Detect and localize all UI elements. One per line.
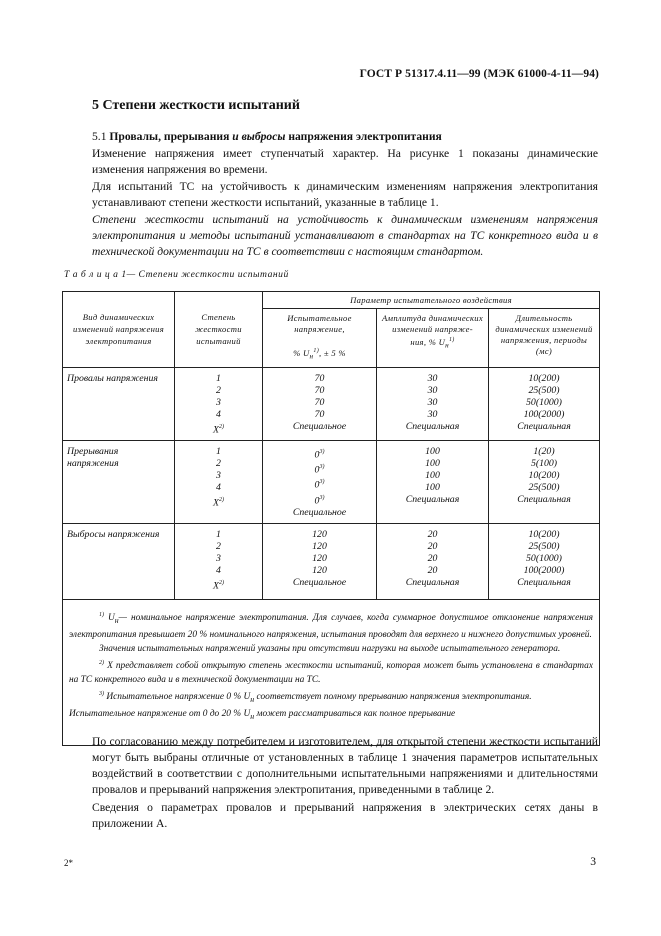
level-value: 1 xyxy=(216,528,221,540)
row-levels xyxy=(175,440,263,523)
footnote-ref: 2) xyxy=(218,423,224,430)
clause-title-part3: напряжения электропитания xyxy=(288,130,442,143)
row-levels xyxy=(175,367,263,440)
footnote-ref: 3) xyxy=(319,479,325,486)
duration-value: 1(20) xyxy=(533,445,555,457)
amplitude-value: 100 xyxy=(425,469,440,481)
intro-paragraph-3 xyxy=(92,212,598,260)
level-value: 4 xyxy=(216,564,221,576)
table-notes xyxy=(63,599,600,745)
amplitude-value: 30 xyxy=(427,372,438,384)
note-3b xyxy=(69,707,593,724)
paragraph-text: По согласованию между потребителем и изготовителем, для открытой степени жесткости испытаний могут быть выбраны отличные от установленных в таблице 1 значения параметров испытательных воздействий в соответствии с дополнительными испытательными напряжениями и длительностями провалов и прерываний напряжения электропитания, приведенными в таблице 2. xyxy=(92,735,598,796)
table-caption: Т а б л и ц а 1— Степени жесткости испытаний xyxy=(64,269,289,280)
table-row xyxy=(63,367,600,440)
amplitude-value: 30 xyxy=(427,384,438,396)
voltage-value: 120 xyxy=(312,540,327,552)
table-row xyxy=(63,440,600,523)
duration-value: Специальная xyxy=(517,493,571,505)
level-value: 2 xyxy=(216,384,221,396)
footnote-ref: 2) xyxy=(218,579,224,586)
level-value: 2 xyxy=(216,540,221,552)
voltage-value: 70 xyxy=(314,384,325,396)
note-text: — номинальное напряжение электропитания. Для случаев, когда суммарное допустимое отклонение напряжения электропитания превышает 20 % номинального напряжения, испытания проводят для верхнего и нижнего допустимых уровней. xyxy=(69,613,594,640)
amplitude-value: 100 xyxy=(425,457,440,469)
amplitude-value: Специальная xyxy=(405,576,460,588)
header-duration: Длительность динамических изменений напряжения, периоды (мс) xyxy=(489,309,600,368)
note-text: X представляет собой открытую степень жесткости испытаний, которая может быть установлена в стандартах на ТС конкретного вида и в технической документации на ТС. xyxy=(69,661,593,686)
note-text: соответствует полному прерыванию напряжения электропитания. xyxy=(254,692,532,703)
row-amplitudes xyxy=(377,440,489,523)
level-value: X xyxy=(213,580,219,592)
voltage-value: 120 xyxy=(312,552,327,564)
note-2 xyxy=(69,656,593,687)
duration-value: 10(200) xyxy=(528,528,560,540)
amplitude-value: Специальная xyxy=(405,420,460,432)
amplitude-value: 100 xyxy=(425,445,440,457)
duration-value: 25(500) xyxy=(528,540,560,552)
paragraph-text: Сведения о параметрах провалов и прерываний напряжения в электрических сетях даны в приложении А. xyxy=(92,801,598,830)
closing-paragraph-2 xyxy=(92,800,598,832)
header-sub: н xyxy=(445,341,449,350)
duration-value: 50(1000) xyxy=(526,396,562,408)
row-voltages xyxy=(263,367,377,440)
header-severity-level: Степень жесткости испытаний xyxy=(175,292,263,368)
footnote-ref: 3) xyxy=(319,448,325,455)
closing-paragraph-1 xyxy=(92,734,598,798)
header-text: Испытательное напряжение, xyxy=(287,313,352,334)
amplitude-value: Специальная xyxy=(405,493,460,505)
note-3 xyxy=(69,687,593,707)
header-amplitude xyxy=(377,309,489,368)
clause-heading xyxy=(92,130,442,143)
note-sub: н xyxy=(114,615,119,625)
footnote-ref: 3) xyxy=(319,494,325,501)
level-value: X xyxy=(213,497,219,509)
header-test-parameter: Параметр испытательного воздействия xyxy=(263,292,600,309)
note-text: Испытательное напряжение 0 % U xyxy=(106,692,251,703)
row-durations xyxy=(489,440,600,523)
note-1 xyxy=(69,608,593,642)
footer-signature-mark: 2* xyxy=(64,858,73,868)
footnote-ref: 3) xyxy=(319,464,325,471)
header-text: ния, % U xyxy=(410,336,446,347)
duration-value: 25(500) xyxy=(528,384,560,396)
row-durations xyxy=(489,523,600,599)
header-text: Амплитуда динамических изменений напряже- xyxy=(382,313,483,334)
level-value: 1 xyxy=(216,445,221,457)
table-notes-row xyxy=(63,599,600,745)
level-value: 2 xyxy=(216,457,221,469)
duration-value: 10(200) xyxy=(528,469,560,481)
note-text: может рассматриваться как полное прерывание xyxy=(254,709,456,720)
level-value: 4 xyxy=(216,481,221,493)
voltage-value: 70 xyxy=(314,408,325,420)
table-row xyxy=(63,523,600,599)
level-value: 3 xyxy=(216,469,221,481)
voltage-value: 0 xyxy=(314,494,320,506)
amplitude-value: 30 xyxy=(427,408,438,420)
row-voltages xyxy=(263,523,377,599)
voltage-value: 70 xyxy=(314,372,325,384)
intro-paragraph-1 xyxy=(92,146,598,178)
note-marker: 1) xyxy=(99,611,104,618)
amplitude-value: 100 xyxy=(425,481,440,493)
row-category: Выбросы напряжения xyxy=(63,523,175,599)
header-change-type: Вид динамических изменений напряжения электропитания xyxy=(63,292,175,368)
note-sub: н xyxy=(250,695,255,705)
voltage-value: 0 xyxy=(314,449,320,461)
duration-value: 5(100) xyxy=(530,457,558,469)
duration-value: 10(200) xyxy=(528,372,560,384)
duration-value: Специальная xyxy=(517,420,571,432)
voltage-value: 120 xyxy=(312,564,327,576)
row-category: Прерывания напряжения xyxy=(63,440,175,523)
amplitude-value: 20 xyxy=(427,552,438,564)
footnote-ref: 2) xyxy=(218,496,224,503)
amplitude-value: 30 xyxy=(427,396,438,408)
voltage-value: 0 xyxy=(314,479,320,491)
level-value: 1 xyxy=(216,372,221,384)
note-1b: Значения испытательных напряжений указаны при отсутствии нагрузки на выходе испытательного генератора. xyxy=(99,643,561,654)
note-symbol: U xyxy=(107,613,115,624)
paragraph-text: Для испытаний ТС на устойчивость к динамическим изменениям напряжения электропитания устанавливают степени жесткости испытаний, указанные в таблице 1. xyxy=(92,180,598,209)
duration-value: 25(500) xyxy=(528,481,560,493)
level-value: 3 xyxy=(216,552,221,564)
duration-value: 50(1000) xyxy=(526,552,562,564)
amplitude-value: 20 xyxy=(427,540,438,552)
amplitude-value: 20 xyxy=(427,564,438,576)
voltage-value: Специальное xyxy=(292,420,347,432)
document-header: ГОСТ Р 51317.4.11—99 (МЭК 61000-4-11—94) xyxy=(359,68,599,80)
row-durations xyxy=(489,367,600,440)
duration-value: 100(2000) xyxy=(523,564,565,576)
row-category: Провалы напряжения xyxy=(63,367,175,440)
clause-number: 5.1 xyxy=(92,130,107,143)
level-value: 4 xyxy=(216,408,221,420)
header-sup: 1) xyxy=(313,348,319,354)
header-sub: н xyxy=(309,352,314,361)
row-amplitudes xyxy=(377,523,489,599)
level-value: 3 xyxy=(216,396,221,408)
note-marker: 3) xyxy=(99,691,104,698)
amplitude-value: 20 xyxy=(427,528,438,540)
note-text: Испытательное напряжение от 0 до 20 % U xyxy=(69,709,251,720)
header-text: , ± 5 % xyxy=(319,347,346,358)
voltage-value: 0 xyxy=(314,464,320,476)
row-voltages xyxy=(263,440,377,523)
severity-table xyxy=(62,291,599,725)
voltage-value: 120 xyxy=(312,528,327,540)
clause-title-part1: Провалы, прерывания xyxy=(109,130,230,143)
paragraph-text: Степени жесткости испытаний на устойчивость к динамическим изменениям напряжения электропитания и методы испытаний устанавливают в стандартах на ТС конкретного вида и в технической документации на ТС в соответствии с настоящим стандартом. xyxy=(92,213,598,258)
row-levels xyxy=(175,523,263,599)
note-marker: 2) xyxy=(99,659,104,666)
header-test-voltage xyxy=(263,309,377,368)
note-sub: н xyxy=(250,711,255,721)
duration-value: Специальная xyxy=(517,576,571,588)
clause-title-part2: и выбросы xyxy=(232,130,286,143)
header-text: % U xyxy=(293,347,310,358)
paragraph-text: Изменение напряжения имеет ступенчатый характер. На рисунке 1 показаны динамические изменения напряжения во времени. xyxy=(92,147,598,176)
page-number: 3 xyxy=(590,855,596,868)
voltage-value: 70 xyxy=(314,396,325,408)
section-title: 5 Степени жесткости испытаний xyxy=(92,98,300,113)
row-amplitudes xyxy=(377,367,489,440)
header-sup: 1) xyxy=(449,337,455,343)
intro-paragraph-2 xyxy=(92,179,598,211)
duration-value: 100(2000) xyxy=(523,408,565,420)
voltage-value: Специальное xyxy=(292,506,347,518)
voltage-value: Специальное xyxy=(292,576,347,588)
level-value: X xyxy=(213,423,219,435)
